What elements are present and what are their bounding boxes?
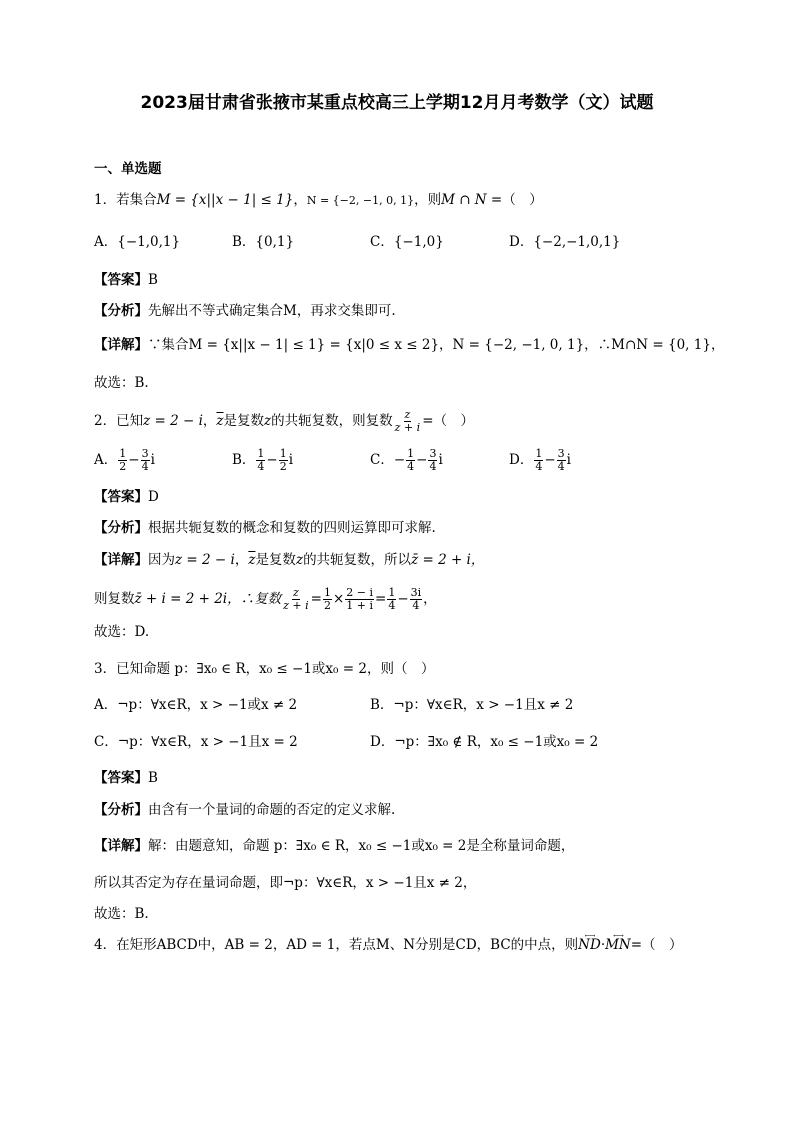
q3-answer: 【答案】B — [94, 770, 158, 786]
q3-option-d: D．¬p：∃x₀ ∉ R，x₀ ≤ −1或x₀ = 2 — [370, 734, 599, 750]
question-4-stem: 4．在矩形ABCD中，AB = 2，AD = 1，若点M、N分别是CD，BC的中点，则←→ ND·←→ MN=（ ） — [94, 935, 683, 955]
q1-answer: 【答案】B — [94, 272, 158, 288]
question-3-stem: 3．已知命题 p：∃x₀ ∈ R，x₀ ≤ −1或x₀ = 2，则（ ） — [94, 661, 435, 677]
q2-option-a: A． $\frac{1}{2}$ − $\frac{3}{4}$ i — [94, 447, 155, 473]
q3-option-a: A．¬p：∀x∈R，x > −1或x ≠ 2 — [94, 697, 298, 713]
q2-choose: 故选：D. — [94, 624, 150, 640]
section-heading: 一、单选题 — [94, 161, 162, 177]
q1-detail: 【详解】∵集合M = {x||x − 1| ≤ 1} = {x|0 ≤ x ≤ 2}，N = {−2, −1, 0, 1}，∴M∩N = {0, 1}， — [94, 337, 725, 353]
q1-option-a: A．{−1,0,1} — [94, 234, 181, 250]
q2-answer: 【答案】D — [94, 489, 159, 505]
vector-mn: ←→ MN — [605, 935, 631, 955]
q3-detail-1: 【详解】解：由题意知，命题 p：∃x₀ ∈ R，x₀ ≤ −1或x₀ = 2是全称量词命题， — [94, 838, 575, 854]
q3-option-b: B．¬p：∀x∈R，x > −1且x ≠ 2 — [370, 697, 574, 713]
vector-nd: ←→ ND — [578, 935, 601, 955]
q2-option-c: C．− $\frac{1}{4}$ − $\frac{3}{4}$ i — [370, 447, 443, 473]
q2-option-d: D． $\frac{1}{4}$ − $\frac{3}{4}$ i — [509, 447, 571, 473]
q2-detail-2: 则复数z̄ + i = 2 + 2i，∴复数 $\frac{z}{z + i}$ = $\frac{1}{2}$ × $\frac{2 - i}{1 + i}$ = $\frac{1}{4}$ − $\frac{3i}{4}$ ， — [94, 586, 437, 612]
q2-detail-1: 【详解】因为z = 2 − i，$\overline{z}$是复数z的共轭复数，所以z̄ = 2 + i， — [94, 552, 485, 568]
q3-choose: 故选：B. — [94, 906, 149, 922]
q2-analysis: 【分析】根据共轭复数的概念和复数的四则运算即可求解. — [94, 520, 436, 536]
q1-option-c: C．{−1,0} — [370, 234, 444, 250]
q3-option-c: C．¬p：∀x∈R，x > −1且x = 2 — [94, 734, 298, 750]
q3-detail-2: 所以其否定为存在量词命题，即¬p：∀x∈R，x > −1且x ≠ 2， — [94, 875, 477, 891]
q1-option-b: B．{0,1} — [232, 234, 295, 250]
page-title: 2023届甘肃省张掖市某重点校高三上学期12月月考数学（文）试题 — [140, 93, 654, 113]
q2-option-b: B． $\frac{1}{4}$ − $\frac{1}{2}$ i — [232, 447, 294, 473]
question-1-stem: 1．若集合M = {x||x − 1| ≤ 1}，N = {−2, −1, 0, 1}，则M ∩ N =（ ） — [94, 192, 543, 208]
q3-analysis: 【分析】由含有一个量词的命题的否定的定义求解. — [94, 802, 396, 818]
q1-analysis: 【分析】先解出不等式确定集合M，再求交集即可. — [94, 303, 396, 319]
q1-option-d: D．{−2,−1,0,1} — [509, 234, 621, 250]
q1-choose: 故选：B. — [94, 375, 149, 391]
question-2-stem: 2．已知z = 2 − i，$\overline{z}$是复数z的共轭复数，则复数 $\frac{z}{z + i}$ =（ ） — [94, 408, 474, 434]
